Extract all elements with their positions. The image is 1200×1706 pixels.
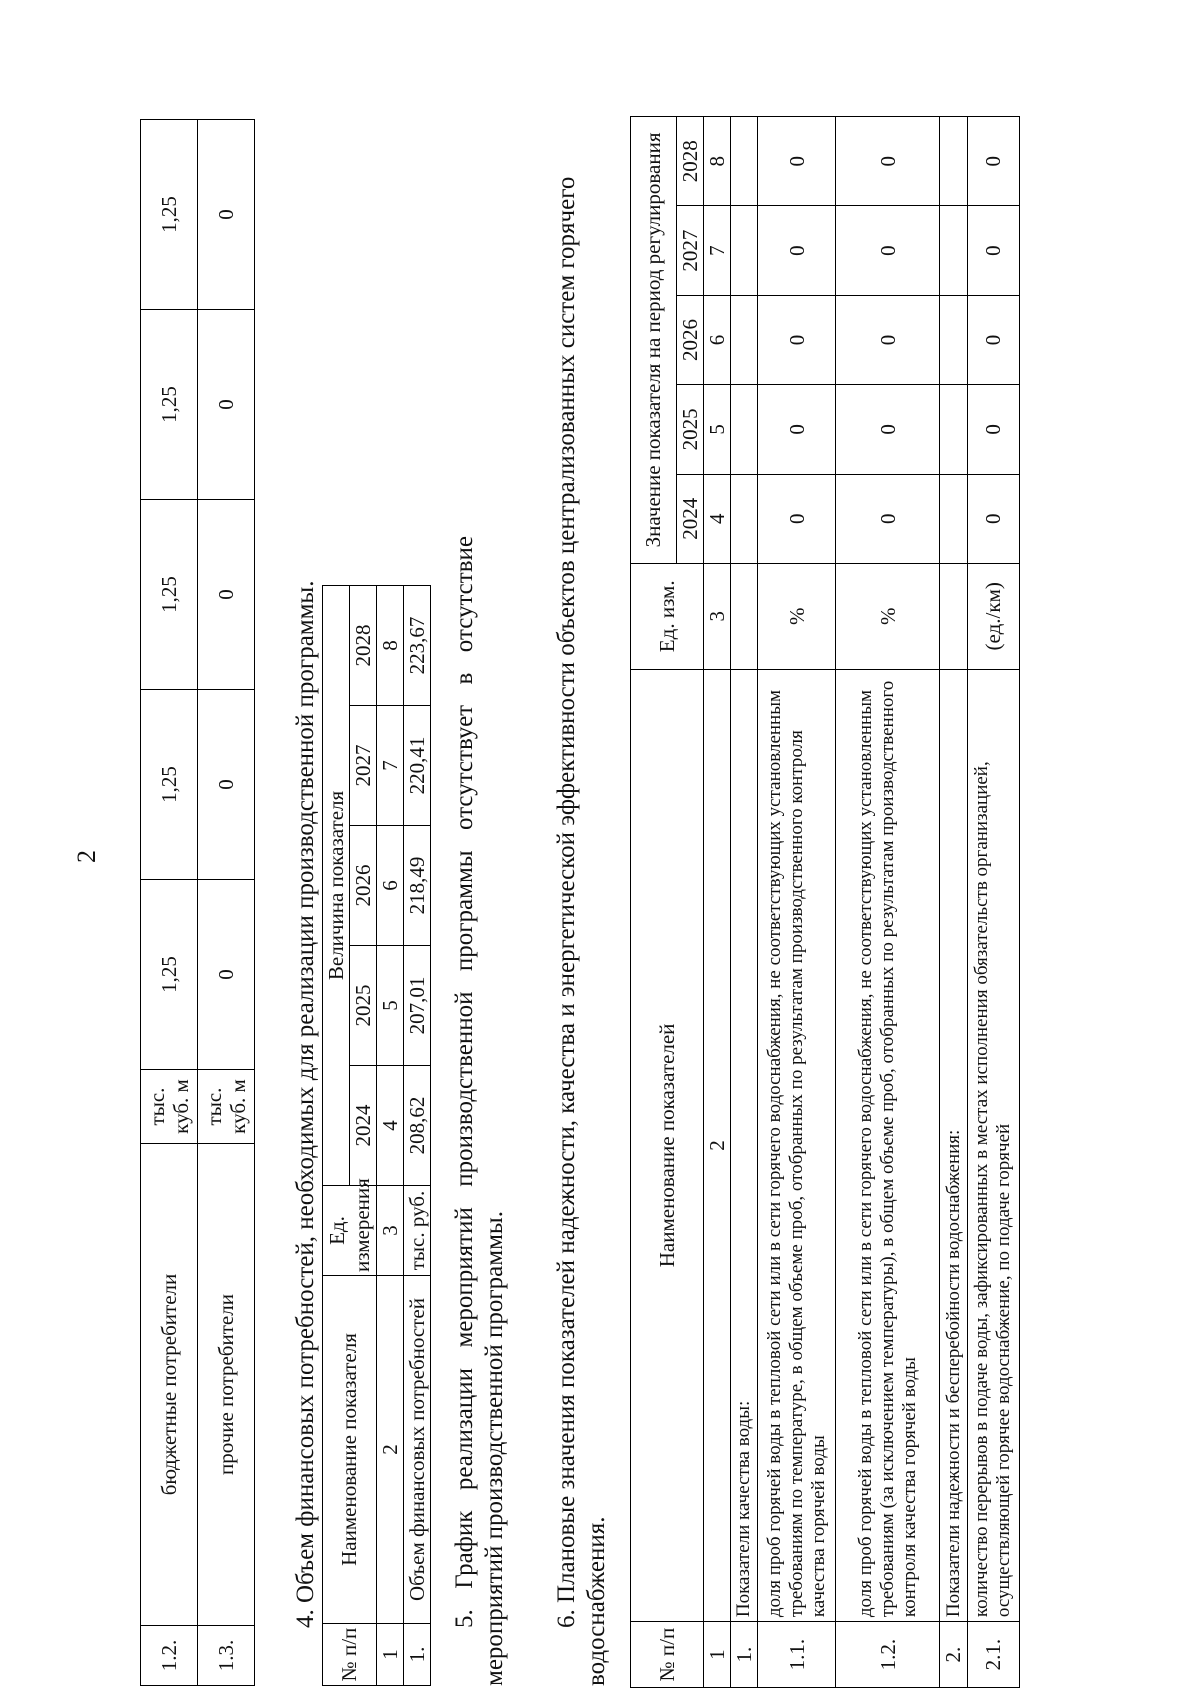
row-name: Объем финансовых потребностей <box>404 1276 431 1624</box>
row-name: прочие потребители <box>198 1144 255 1626</box>
row-name: доля проб горячей воды в тепловой сети или в сети горячего водоснабжения, не соответствующих установленным требованиям (за исключением температуры), в общем объеме проб, отобранных по результатам производственного контроля качества горячей воды <box>836 669 940 1621</box>
table-row <box>141 120 198 1686</box>
col-number-header: № п/п <box>323 1624 377 1686</box>
value-2027: 0 <box>198 310 255 500</box>
index-row <box>704 117 731 1688</box>
value-2028: 0 <box>967 117 1019 206</box>
financial-needs-table <box>322 585 431 1686</box>
group-row <box>731 117 758 1688</box>
index-cell: 3 <box>377 1186 404 1276</box>
value-2026: 0 <box>836 295 940 384</box>
value-2024: 0 <box>836 474 940 563</box>
col-name-header: Наименование показателей <box>631 669 704 1621</box>
group-row <box>940 117 967 1688</box>
year-2024: 2024 <box>350 1066 377 1186</box>
index-cell: 1 <box>704 1622 731 1688</box>
value-2028: 0 <box>836 117 940 206</box>
row-number: 2.1. <box>967 1622 1019 1688</box>
value-2027: 1,25 <box>141 310 198 500</box>
year-2027: 2027 <box>677 206 704 295</box>
value-2024: 0 <box>758 474 836 563</box>
group-number: 1. <box>731 1622 758 1688</box>
index-cell: 7 <box>377 706 404 826</box>
page-number: 2 <box>72 850 101 863</box>
group-name: Показатели качества воды: <box>731 669 758 1621</box>
table-header-row <box>631 117 677 1688</box>
year-2025: 2025 <box>677 385 704 474</box>
value-2028: 1,25 <box>141 120 198 310</box>
index-cell: 3 <box>704 563 731 669</box>
value-2026: 0 <box>198 500 255 690</box>
row-name: доля проб горячей воды в тепловой сети или в сети горячего водоснабжения, не соответствующих установленным требованиям по температуре, в общем объеме проб, отобранных по результатам производственного контроля качества горячей воды <box>758 669 836 1621</box>
row-name: бюджетные потребители <box>141 1144 198 1626</box>
value-2026: 1,25 <box>141 500 198 690</box>
row-unit: % <box>758 563 836 669</box>
value-2025: 0 <box>758 385 836 474</box>
year-2026: 2026 <box>677 295 704 384</box>
table-header-row <box>323 585 350 1685</box>
index-cell: 2 <box>377 1276 404 1624</box>
value-2024: 0 <box>198 880 255 1070</box>
index-cell: 7 <box>704 206 731 295</box>
section-6-heading: 6. Плановые значения показателей надежности, качества и энергетической эффективности объектов централизованных систем горячего водоснабжения. <box>553 176 610 1686</box>
index-cell: 6 <box>377 826 404 946</box>
col-value-header: Значение показателя на период регулирования <box>631 117 677 564</box>
value-2026: 0 <box>758 295 836 384</box>
index-cell: 4 <box>704 474 731 563</box>
col-number-header: № п/п <box>631 1622 704 1688</box>
value-2025: 1,25 <box>141 690 198 880</box>
row-number: 1. <box>404 1624 431 1686</box>
index-cell: 2 <box>704 669 731 1621</box>
index-cell: 5 <box>377 946 404 1066</box>
consumers-table <box>140 119 255 1686</box>
row-name: количество перерывов в подаче воды, зафиксированных в местах исполнения обязательств организацией, осуществляющей горячее водоснабжение, по подаче горячей <box>967 669 1019 1621</box>
row-unit: тыс. куб. м <box>141 1070 198 1144</box>
row-unit: тыс. руб. <box>404 1186 431 1276</box>
row-unit: % <box>836 563 940 669</box>
indicators-table <box>630 116 1020 1688</box>
index-row <box>377 585 404 1685</box>
value-2028: 0 <box>198 120 255 310</box>
section-5-text: 5. График реализации мероприятий производственной программы отсутствует в отсутствие мероприятий производственной программы. <box>451 536 508 1686</box>
value-2025: 207,01 <box>404 946 431 1066</box>
row-unit: (ед./км) <box>967 563 1019 669</box>
value-2028: 0 <box>758 117 836 206</box>
value-2026: 0 <box>967 295 1019 384</box>
value-2027: 0 <box>836 206 940 295</box>
year-2024: 2024 <box>677 474 704 563</box>
col-unit-header: Ед. измерения <box>323 1186 377 1276</box>
index-cell: 1 <box>377 1624 404 1686</box>
row-number: 1.3. <box>198 1626 255 1686</box>
row-unit: тыс. куб. м <box>198 1070 255 1144</box>
section-4-heading: 4. Объем финансовых потребностей, необходимых для реализации производственной программы. <box>292 580 319 1628</box>
table-row <box>758 117 836 1688</box>
col-name-header: Наименование показателя <box>323 1276 377 1624</box>
index-cell: 5 <box>704 385 731 474</box>
value-2024: 1,25 <box>141 880 198 1070</box>
value-2026: 218,49 <box>404 826 431 946</box>
table-row <box>967 117 1019 1688</box>
group-number: 2. <box>940 1622 967 1688</box>
value-2025: 0 <box>198 690 255 880</box>
table-row <box>836 117 940 1688</box>
value-2024: 208,62 <box>404 1066 431 1186</box>
value-2025: 0 <box>967 385 1019 474</box>
value-2025: 0 <box>836 385 940 474</box>
year-2028: 2028 <box>350 585 377 705</box>
table-row <box>404 585 431 1685</box>
index-cell: 8 <box>377 585 404 705</box>
row-number: 1.2. <box>836 1622 940 1688</box>
row-number: 1.1. <box>758 1622 836 1688</box>
value-2027: 0 <box>758 206 836 295</box>
year-2025: 2025 <box>350 946 377 1066</box>
value-2028: 223,67 <box>404 585 431 705</box>
table-row <box>198 120 255 1686</box>
index-cell: 8 <box>704 117 731 206</box>
index-cell: 4 <box>377 1066 404 1186</box>
col-unit-header: Ед. изм. <box>631 563 704 669</box>
value-2024: 0 <box>967 474 1019 563</box>
group-name: Показатели надежности и бесперебойности водоснабжения: <box>940 669 967 1621</box>
year-2028: 2028 <box>677 117 704 206</box>
row-number: 1.2. <box>141 1626 198 1686</box>
value-2027: 220,41 <box>404 706 431 826</box>
index-cell: 6 <box>704 295 731 384</box>
value-2027: 0 <box>967 206 1019 295</box>
year-2027: 2027 <box>350 706 377 826</box>
col-value-header: Величина показателя <box>323 585 350 1185</box>
year-2026: 2026 <box>350 826 377 946</box>
